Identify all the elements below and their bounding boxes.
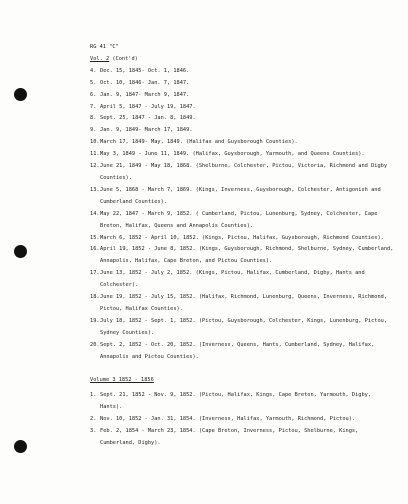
volume-heading: [90, 54, 395, 66]
item-number: 17.: [90, 270, 100, 277]
list-item: [90, 102, 395, 114]
item-number: 13.: [90, 186, 100, 193]
item-number: 18.: [90, 294, 100, 301]
item-number: 5.: [90, 79, 97, 86]
binder-hole-top: [14, 88, 27, 101]
item-text: May 22, 1847 - March 9, 1852. ( Cumberland, Pictou, Lunenburg, Sydney, Colchester, Cape Breton, Halifax, Queens and Annapolis Counties).: [100, 210, 378, 229]
volume-3-heading-text: Volume 3 1852 - 1856: [90, 377, 154, 384]
item-text: June 19, 1852 - July 15, 1852. (Halifax, Richmond, Lunenburg, Queens, Inverness, Richmond, Pictou, Halifax Counties).: [100, 294, 388, 312]
list-item: [90, 161, 395, 185]
item-text: Sept. 2, 1852 - Oct. 20, 1852. (Inverness, Queens, Hants, Cumberland, Sydney, Halifax, Annapolis and Pictou Counties).: [100, 341, 375, 360]
list-item: [90, 149, 395, 161]
list-item: [90, 113, 395, 125]
item-number: 8.: [90, 115, 97, 122]
item-number: 3.: [90, 428, 97, 435]
item-text: June 21, 1849 - May 18, 1868. (Shelburne, Colchester, Pictou, Victoria, Richmond and Digby Counties).: [100, 163, 388, 181]
item-number: 11.: [90, 151, 100, 158]
list-item: [90, 340, 395, 364]
binder-hole-middle: [14, 245, 27, 258]
item-text: Jan. 9, 1849- March 17, 1849.: [100, 127, 193, 134]
item-text: April 5, 1847 - July 19, 1847.: [100, 103, 196, 110]
volume-3-heading: [90, 375, 395, 387]
volume-label: Vol. 2: [90, 55, 110, 62]
item-text: Sept. 25, 1847 - Jan. 8, 1849.: [100, 115, 196, 122]
list-item: [90, 185, 395, 209]
item-text: Dec. 15, 1845- Oct. 1, 1846.: [100, 67, 190, 74]
item-number: 1.: [90, 392, 97, 399]
item-number: 2.: [90, 416, 97, 423]
item-text: June 5, 1868 - March 7, 1869. (Kings, Inverness, Guysborough, Colchester, Antigonish and Cumberland Counties).: [100, 186, 381, 205]
list-item: [90, 244, 395, 268]
item-text: May 3, 1849 - June 11, 1849. (Halifax, Guysborough, Yarmouth, and Queens Counties).: [100, 151, 365, 158]
item-text: Feb. 2, 1854 - March 23, 1854. (Cape Breton, Inverness, Pictou, Shelburne, Kings, Cumberland, Digby).: [100, 428, 359, 446]
item-text: Jan. 9, 1847- March 9, 1847.: [100, 91, 190, 98]
item-text: June 13, 1852 - July 2, 1852. (Kings, Pictou, Halifax, Cumberland, Digby, Hants and Colchester).: [100, 270, 365, 289]
list-item: [90, 233, 395, 245]
item-text: Oct. 10, 1846- Jan. 7, 1847.: [100, 79, 190, 86]
volume-2-list: [90, 66, 395, 364]
list-item: [90, 90, 395, 102]
item-number: 4.: [90, 67, 97, 74]
item-number: 16.: [90, 246, 100, 253]
binder-hole-bottom: [14, 440, 27, 453]
list-item: [90, 125, 395, 137]
item-number: 9.: [90, 127, 97, 134]
list-item: [90, 316, 395, 340]
list-item: [90, 414, 395, 426]
document-body: [90, 42, 395, 450]
item-text: April 19, 1852 - June 8, 1852. (Kings, Guysborough, Richmond, Shelburne, Sydney, Cumberland, Annapolis, Halifax, Cape Breton, and Pictou Counties).: [100, 246, 394, 265]
item-number: 14.: [90, 210, 100, 217]
list-item: [90, 426, 395, 450]
item-text: Nov. 10, 1852 - Jan. 31, 1854. (Inverness, Halifax, Yarmouth, Richmond, Pictou).: [100, 416, 356, 423]
volume-suffix: (Cont'd): [109, 55, 138, 62]
record-group-label: RG 41 "C": [90, 44, 119, 50]
list-item: [90, 209, 395, 233]
item-number: 12.: [90, 163, 100, 170]
item-text: Sept. 21, 1852 - Nov. 9, 1852. (Pictou, Halifax, Kings, Cape Breton, Yarmouth, Digby, Hants).: [100, 392, 372, 411]
item-number: 19.: [90, 317, 100, 324]
item-text: March 17, 1849- May, 1849. (Halifax and Guysborough Counties).: [100, 139, 298, 146]
list-item: [90, 137, 395, 149]
item-number: 20.: [90, 341, 100, 348]
list-item: [90, 268, 395, 292]
item-text: July 18, 1852 - Sept. 1, 1852. (Pictou, Guysborough, Colchester, Kings, Lunenburg, Pictou, Sydney Counties).: [100, 317, 388, 336]
item-text: March 6, 1852 - April 10, 1852. (Kings, Pictou, Halifax, Guysborough, Richmond Counties).: [100, 234, 384, 241]
item-number: 15.: [90, 234, 100, 241]
list-item: [90, 66, 395, 78]
item-number: 6.: [90, 91, 97, 98]
item-number: 7.: [90, 103, 97, 110]
list-item: [90, 390, 395, 414]
list-item: [90, 292, 395, 316]
item-number: 10.: [90, 139, 100, 146]
volume-3-list: [90, 390, 395, 450]
list-item: [90, 78, 395, 90]
